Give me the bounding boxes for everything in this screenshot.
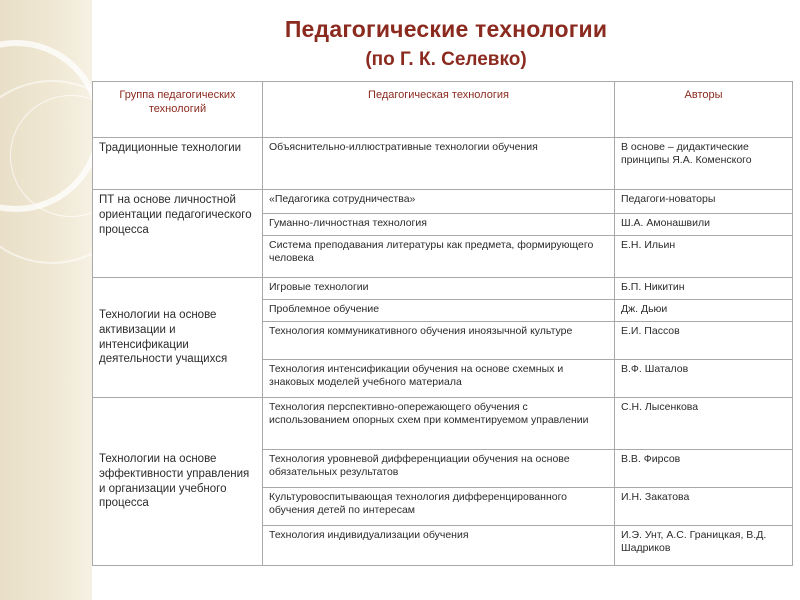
technology-cell: Объяснительно-иллюстративные технологии обучения xyxy=(263,138,615,190)
technology-cell: «Педагогика сотрудничества» xyxy=(263,190,615,214)
table-row xyxy=(93,278,793,300)
author-cell: В основе – дидактические принципы Я.А. Коменского xyxy=(615,138,793,190)
technology-cell: Технология интенсификации обучения на основе схемных и знаковых моделей учебного материала xyxy=(263,360,615,398)
header-technology: Педагогическая технология xyxy=(263,82,615,138)
author-cell: Дж. Дьюи xyxy=(615,300,793,322)
technology-cell: Технология коммуникативного обучения иноязычной культуре xyxy=(263,322,615,360)
table-row xyxy=(93,138,793,190)
group-cell: ПТ на основе личностной ориентации педагогического процесса xyxy=(93,190,263,278)
author-cell: В.В. Фирсов xyxy=(615,450,793,488)
technology-cell: Технология перспективно-опережающего обучения с использованием опорных схем при комментируемом управлении xyxy=(263,398,615,450)
table-row xyxy=(93,398,793,450)
table-row xyxy=(93,190,793,214)
technology-cell: Проблемное обучение xyxy=(263,300,615,322)
author-cell: С.Н. Лысенкова xyxy=(615,398,793,450)
table-header-row xyxy=(93,82,793,138)
header-group: Группа педагогических технологий xyxy=(93,82,263,138)
author-cell: Ш.А. Амонашвили xyxy=(615,214,793,236)
page-subtitle: (по Г. К. Селевко) xyxy=(365,49,527,70)
author-cell: И.Э. Унт, А.С. Границкая, В.Д. Шадриков xyxy=(615,526,793,566)
technology-cell: Система преподавания литературы как предмета, формирующего человека xyxy=(263,236,615,278)
author-cell: Е.Н. Ильин xyxy=(615,236,793,278)
author-cell: Педагоги-новаторы xyxy=(615,190,793,214)
technology-cell: Технология индивидуализации обучения xyxy=(263,526,615,566)
technology-cell: Игровые технологии xyxy=(263,278,615,300)
author-cell: Б.П. Никитин xyxy=(615,278,793,300)
author-cell: И.Н. Закатова xyxy=(615,488,793,526)
author-cell: В.Ф. Шаталов xyxy=(615,360,793,398)
header-authors: Авторы xyxy=(615,82,793,138)
page-title: Педагогические технологии xyxy=(284,16,608,42)
technologies-table xyxy=(92,81,793,566)
group-cell: Технологии на основе активизации и интенсификации деятельности учащихся xyxy=(93,278,263,398)
group-cell: Технологии на основе эффективности управления и организации учебного процесса xyxy=(93,398,263,566)
technology-cell: Культуровоспитывающая технология дифференцированного обучения детей по интересам xyxy=(263,488,615,526)
author-cell: Е.И. Пассов xyxy=(615,322,793,360)
technology-cell: Технология уровневой дифференциации обучения на основе обязательных результатов xyxy=(263,450,615,488)
technology-cell: Гуманно-личностная технология xyxy=(263,214,615,236)
group-cell: Традиционные технологии xyxy=(93,138,263,190)
decorative-side-band xyxy=(0,0,92,600)
